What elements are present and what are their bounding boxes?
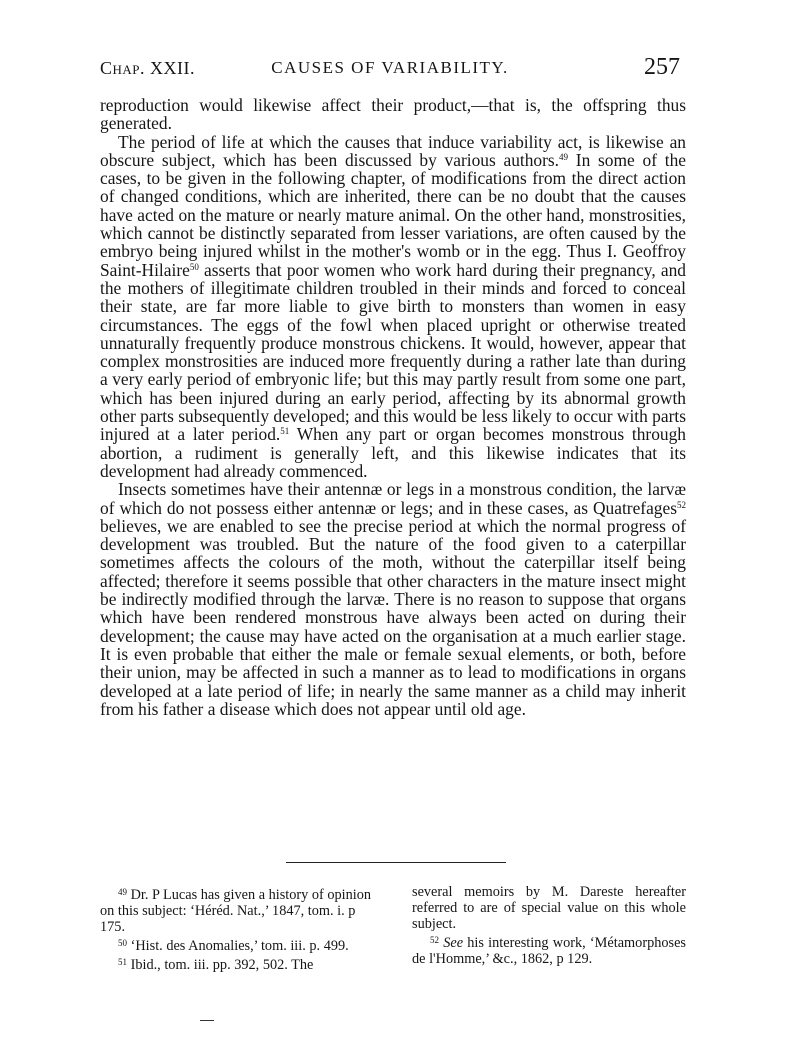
footnote-50 xyxy=(100,935,380,954)
running-header xyxy=(100,56,680,86)
footnote-49 xyxy=(100,884,380,935)
footnote-51-continued: several memoirs by M. Dareste hereafter referred to are of special value on this whole subject. xyxy=(412,884,686,932)
page-number: 257 xyxy=(644,54,680,80)
paragraph-continuation: reproduction would likewise affect their product,—that is, the offspring thus generated. xyxy=(100,95,686,134)
bottom-dash-mark xyxy=(200,1020,214,1021)
text-run: When any part or organ becomes monstrous through abortion, a rudiment is generally left, and this likewise indicates that its development had already commenced. xyxy=(100,424,686,481)
footnote-ref-51[interactable]: 51 xyxy=(280,426,290,437)
footnotes-right-column xyxy=(412,884,686,967)
footnote-text: Ibid., tom. iii. pp. 392, 502. The xyxy=(127,957,314,973)
footnote-number: 49 xyxy=(118,887,127,897)
text-run: The period of life at which the causes that induce variability act, is likewise an obscure subject, which has been discussed by various authors. xyxy=(100,131,686,170)
text-run: believes, we are enabled to see the precise period at which the normal progress of development was troubled. But the nature of the food given to a caterpillar sometimes affects the colours of the moth, without the caterpillar itself being affected; therefore it seems possible that other characters in the mature insect might be indirectly modified through the larvæ. There is no reason to suppose that organs which have been rendered monstrous have always been acted on during their development; the cause may have acted on the organisation at a much earlier stage. It is even probable that either the male or female sexual elements, or both, before their union, may be affected in such a manner as to lead to modifications in organs developed at a late period of life; in nearly the same manner as a child may inherit from his father a disease which does not appear until old age. xyxy=(100,515,686,719)
text-run: Insects sometimes have their antennæ or legs in a monstrous condition, the larvæ of which do not possess either antennæ or legs; and in these cases, as Quatrefages xyxy=(100,479,686,518)
footnote-ref-50[interactable]: 50 xyxy=(189,261,199,272)
chapter-label: Chap. XXII. xyxy=(100,58,195,78)
footnote-divider xyxy=(286,862,506,863)
running-title: CAUSES OF VARIABILITY. xyxy=(271,58,509,77)
text-run: In some of the cases, to be given in the following chapter, of modifications from the direct action of changed conditions, which are inherited, there can be no doubt that the causes have acted on the mature or nearly mature animal. On the other hand, monstrosities, which cannot be distinctly separated from lesser variations, are often caused by the embryo being injured whilst in the mother's womb or in the egg. Thus I. Geoffroy Saint-Hilaire xyxy=(100,149,686,280)
footnote-number: 51 xyxy=(118,957,127,967)
footnote-ref-52[interactable]: 52 xyxy=(677,499,686,510)
paragraph-insects xyxy=(100,480,686,718)
footnote-text: ‘Hist. des Anomalies,’ tom. iii. p. 499. xyxy=(127,938,349,954)
footnote-text: Dr. P Lucas has given a history of opinion on this subject: ‘Héréd. Nat.,’ 1847, tom. i. p 175. xyxy=(100,887,372,935)
footnotes-left-column xyxy=(100,884,380,973)
text-run: asserts that poor women who work hard during their pregnancy, and the mothers of illegitimate children troubled in their minds and forced to conceal their state, are far more liable to give birth to monsters than women in easy circumstances. The eggs of the fowl when placed upright or otherwise treated unnaturally frequently produce monstrous chickens. It would, however, appear that complex monstrosities are induced more frequently during a rather late than during a very early period of embryonic life; but this may partly result from some one part, which has been injured during an early period, affecting by its abnormal growth other parts subsequently developed; and this would be less likely to occur with parts injured at a later period. xyxy=(100,259,686,445)
footnote-51 xyxy=(100,954,380,973)
footnote-number: 52 xyxy=(430,935,439,945)
footnote-see: See xyxy=(439,935,464,951)
paragraph-period-of-life xyxy=(100,133,686,481)
footnote-ref-49[interactable]: 49 xyxy=(559,151,569,162)
footnote-number: 50 xyxy=(118,938,127,948)
footnote-text: his interesting work, ‘Métamorphoses de l'Homme,’ &c., 1862, p 129. xyxy=(412,935,686,967)
main-text xyxy=(100,96,686,718)
footnote-52 xyxy=(412,932,686,967)
